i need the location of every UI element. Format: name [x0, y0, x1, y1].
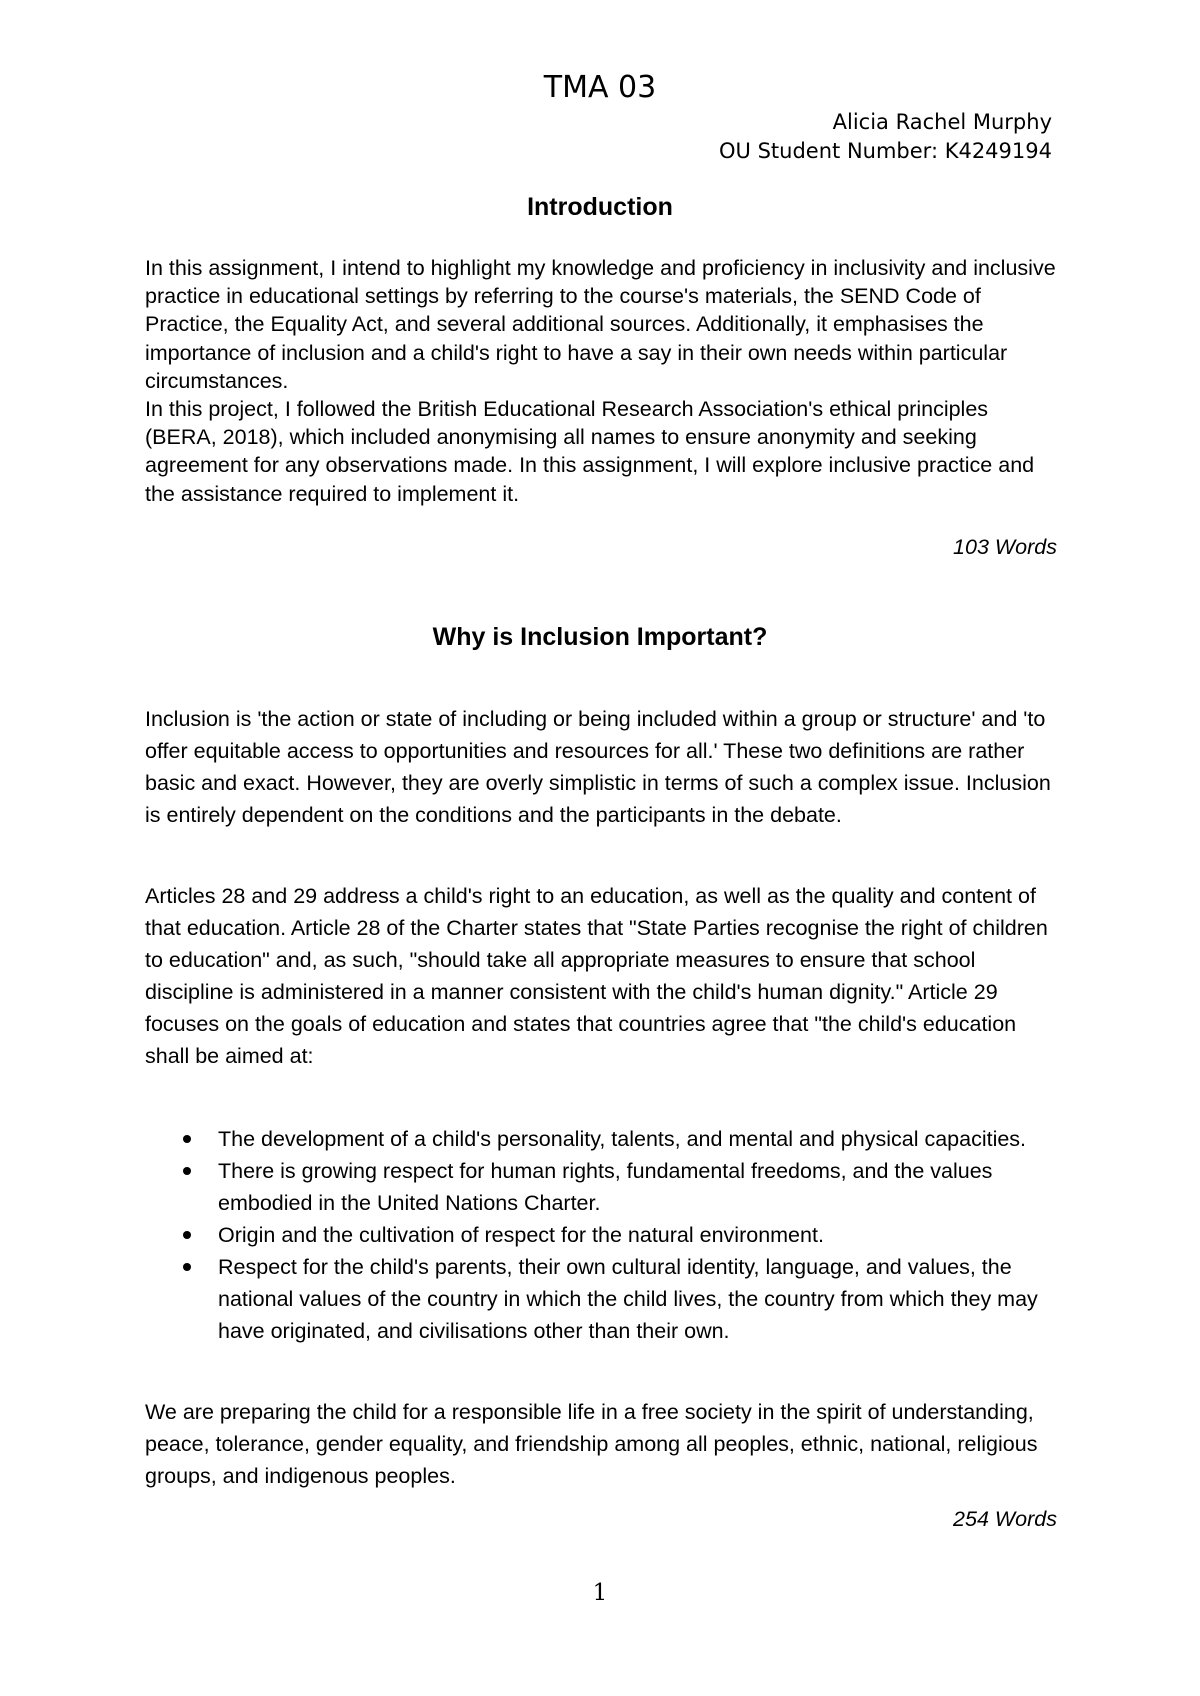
student-number: OU Student Number: K4249194	[719, 139, 1052, 163]
why-inclusion-paragraph: Articles 28 and 29 address a child's right to an education, as well as the quality and content of that education. Article 28 of the Charter states that "State Parties recognise the right of children to education" and, as such, "should take all appropriate measures to ensure that school discipline is administered in a manner consistent with the child's human dignity." Article 29 focuses on the goals of education and states that countries agree that "the child's education shall be aimed at:	[145, 884, 1048, 1068]
introduction-word-count: 103 Words	[953, 535, 1057, 559]
bullet-icon	[183, 1231, 191, 1239]
list-item-text: Origin and the cultivation of respect for the natural environment.	[218, 1223, 824, 1247]
article-29-bullet-list	[145, 1123, 1065, 1347]
document-title: TMA 03	[543, 70, 657, 105]
introduction-paragraph: In this assignment, I intend to highlight my knowledge and proficiency in inclusivity and inclusive practice in educational settings by referring to the course's materials, the SEND Code of Practice, the Equality Act, and several additional sources. Additionally, it emphasises the importance of inclusion and a child's right to have a say in their own needs within particular circumstances.	[145, 256, 1056, 393]
list-item	[145, 1251, 1065, 1347]
list-item-text: There is growing respect for human rights, fundamental freedoms, and the values embodied in the United Nations Charter.	[218, 1159, 993, 1215]
bullet-icon	[183, 1263, 191, 1271]
why-inclusion-word-count: 254 Words	[953, 1507, 1057, 1531]
why-inclusion-closing-paragraph: We are preparing the child for a responsible life in a free society in the spirit of understanding, peace, tolerance, gender equality, and friendship among all peoples, ethnic, national, religious groups, and indigenous peoples.	[145, 1400, 1038, 1488]
list-item	[145, 1219, 1065, 1251]
why-inclusion-paragraph: Inclusion is 'the action or state of including or being included within a group or structure' and 'to offer equitable access to opportunities and resources for all.' These two definitions are rather basic and exact. However, they are overly simplistic in terms of such a complex issue. Inclusion is entirely dependent on the conditions and the participants in the debate.	[145, 707, 1051, 827]
introduction-body	[145, 254, 1065, 508]
list-item	[145, 1155, 1065, 1219]
list-item	[145, 1123, 1065, 1155]
introduction-paragraph: In this project, I followed the British Educational Research Association's ethical principles (BERA, 2018), which included anonymising all names to ensure anonymity and seeking agreement for any observations made. In this assignment, I will explore inclusive practice and the assistance required to implement it.	[145, 397, 1035, 506]
list-item-text: The development of a child's personality, talents, and mental and physical capacities.	[218, 1127, 1027, 1151]
bullet-icon	[183, 1135, 191, 1143]
author-name: Alicia Rachel Murphy	[832, 110, 1052, 134]
page-number: 1	[592, 1580, 608, 1606]
why-inclusion-heading: Why is Inclusion Important?	[432, 623, 768, 651]
list-item-text: Respect for the child's parents, their own cultural identity, language, and values, the national values of the country in which the child lives, the country from which they may have originated, and civilisations other than their own.	[218, 1255, 1038, 1343]
bullet-icon	[183, 1167, 191, 1175]
introduction-heading: Introduction	[527, 193, 673, 221]
